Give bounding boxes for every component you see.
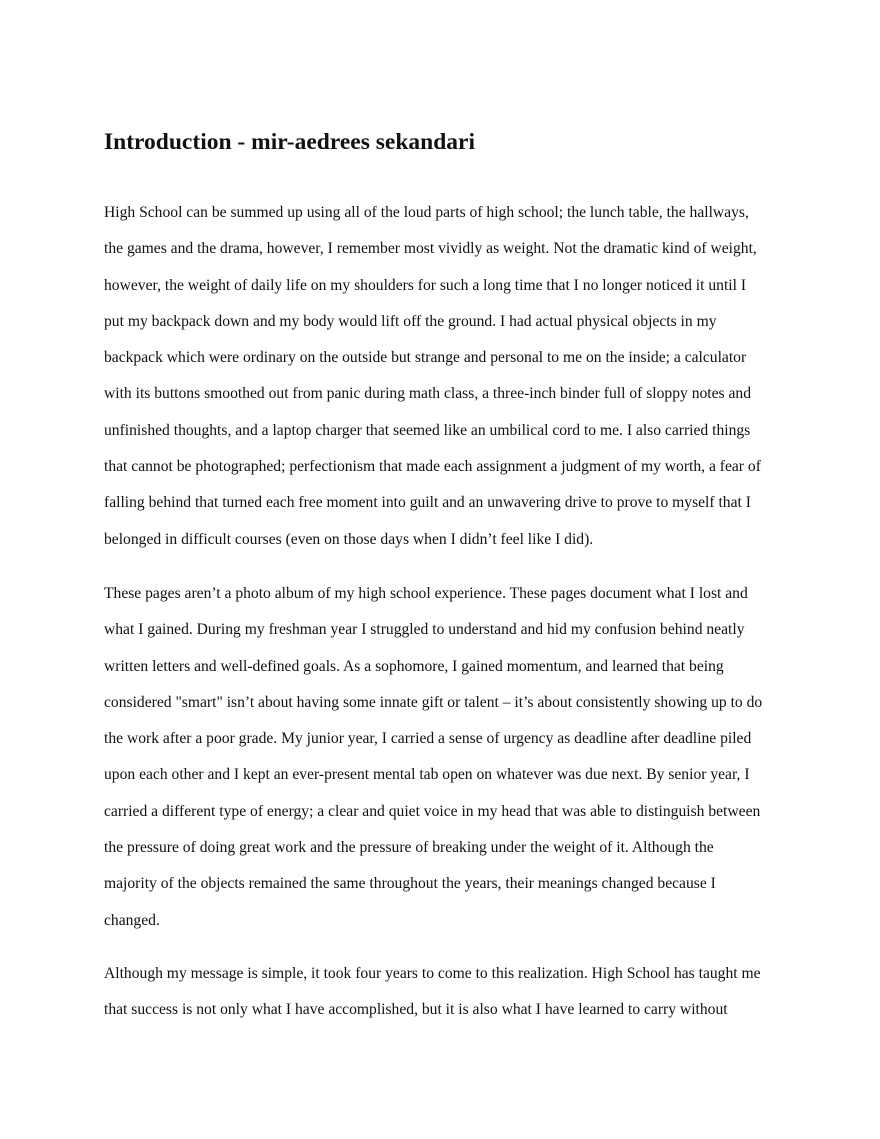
text-line: the pressure of doing great work and the pressure of breaking under the weight of it. Although the — [104, 839, 714, 857]
text-line: with its buttons smoothed out from panic during math class, a three-inch binder full of sloppy notes and — [104, 385, 752, 403]
text-line: Although my message is simple, it took four years to come to this realization. High School has taught me — [104, 965, 761, 982]
text-line: backpack which were ordinary on the outside but strange and personal to me on the inside; a calculator — [104, 349, 747, 367]
paragraph-1 — [104, 195, 761, 558]
text-line: upon each other and I kept an ever-present mental tab open on whatever was due next. By senior year, I — [104, 766, 750, 784]
document-title: Introduction - mir-aedrees sekandari — [104, 129, 475, 155]
paragraph-3 — [104, 956, 761, 1029]
text-line: belonged in difficult courses (even on those days when I didn’t feel like I did). — [104, 530, 594, 548]
text-line: unfinished thoughts, and a laptop charger that seemed like an umbilical cord to me. I also carried things — [104, 421, 751, 439]
paragraph-2 — [104, 576, 762, 939]
text-line: the work after a poor grade. My junior year, I carried a sense of urgency as deadline after deadline piled — [104, 730, 752, 748]
text-line: that success is not only what I have accomplished, but it is also what I have learned to carry without — [104, 1001, 728, 1019]
text-line: majority of the objects remained the same throughout the years, their meanings changed because I — [104, 875, 716, 893]
text-line: High School can be summed up using all of the loud parts of high school; the lunch table, the hallways, — [104, 204, 749, 221]
text-line: considered "smart" isn’t about having some innate gift or talent – it’s about consistently showing up to do — [104, 693, 763, 711]
text-line: put my backpack down and my body would lift off the ground. I had actual physical objects in my — [104, 312, 717, 330]
text-line: that cannot be photographed; perfectionism that made each assignment a judgment of my worth, a fear of — [104, 458, 761, 476]
text-line: carried a different type of energy; a clear and quiet voice in my head that was able to distinguish between — [104, 802, 761, 820]
text-line: what I gained. During my freshman year I struggled to understand and hid my confusion behind neatly — [104, 621, 745, 639]
text-line: however, the weight of daily life on my shoulders for such a long time that I no longer noticed it until I — [104, 276, 747, 294]
text-line: the games and the drama, however, I remember most vividly as weight. Not the dramatic kind of weight, — [104, 240, 757, 258]
text-line: These pages aren’t a photo album of my high school experience. These pages document what I lost and — [104, 585, 748, 602]
text-line: written letters and well-defined goals. As a sophomore, I gained momentum, and learned that being — [104, 657, 724, 675]
text-line: changed. — [104, 911, 160, 929]
text-line: falling behind that turned each free moment into guilt and an unwavering drive to prove to myself that I — [104, 494, 751, 512]
